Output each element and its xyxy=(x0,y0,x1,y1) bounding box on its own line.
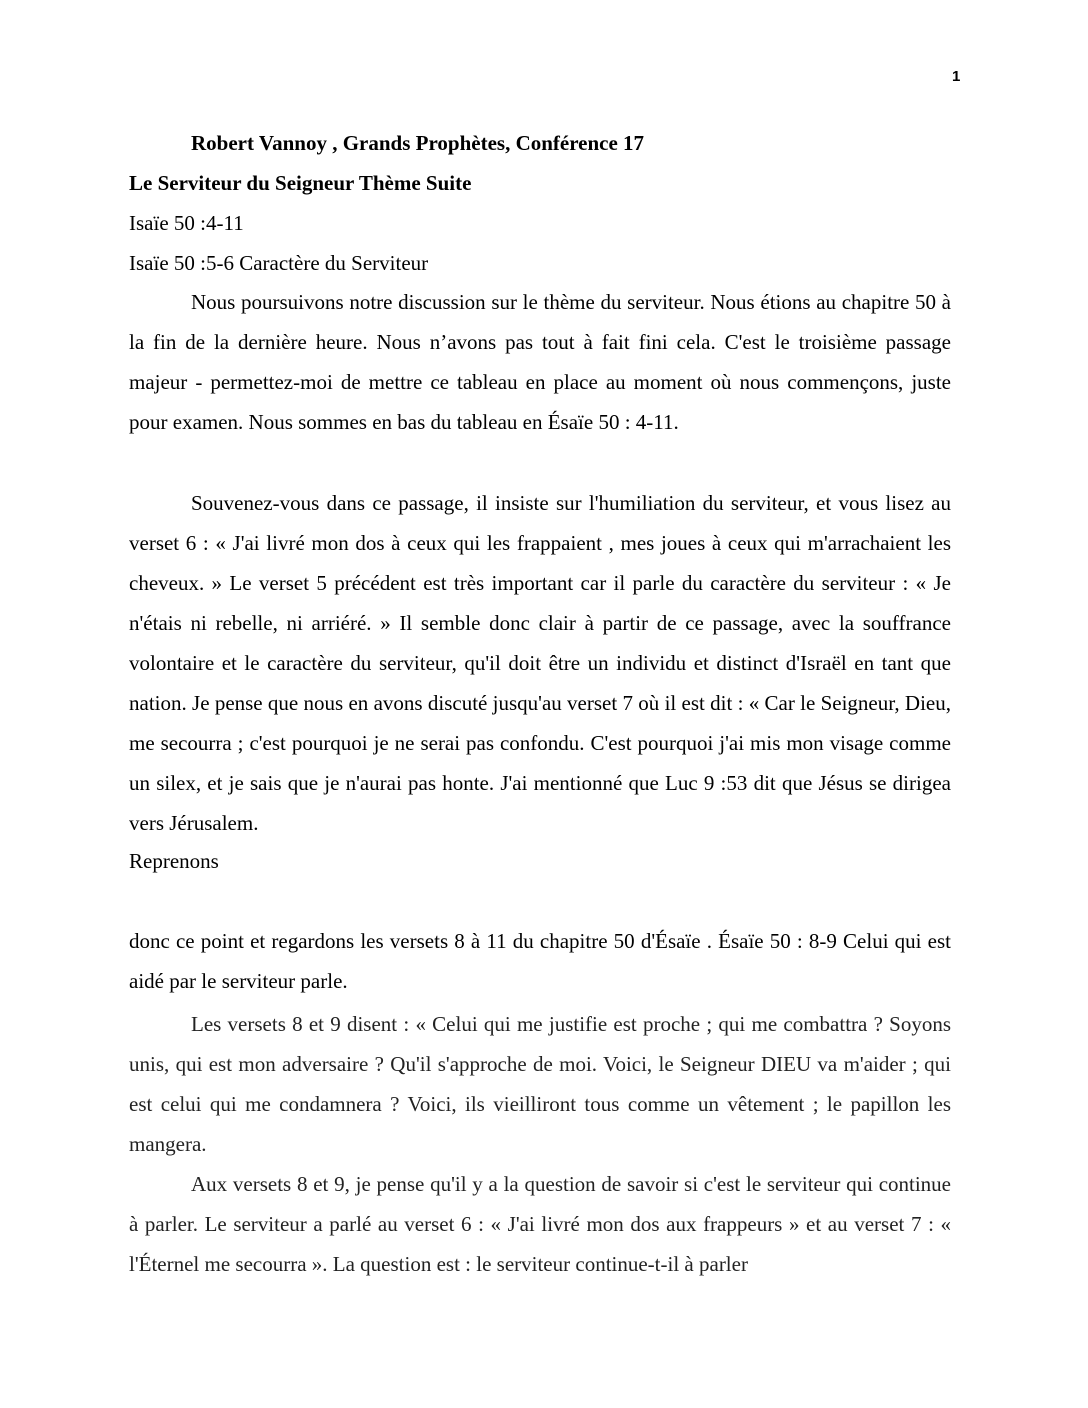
lecture-title: Robert Vannoy , Grands Prophètes, Conférence 17 xyxy=(191,131,645,155)
paragraph-continuation-word: Reprenons xyxy=(129,849,219,873)
section-heading: Le Serviteur du Seigneur Thème Suite xyxy=(129,171,472,195)
paragraph-intro xyxy=(129,282,951,442)
paragraph-intro-text: Nous poursuivons notre discussion sur le thème du serviteur. Nous étions au chapitre 50 à la fin de la dernière heure. Nous n’avons pas tout à fait fini cela. C'est le troisième passage majeur - permettez-moi de mettre ce tableau en place au moment où nous commençons, juste pour examen. Nous sommes en bas du tableau en Ésaïe 50 : 4-11. xyxy=(129,290,951,434)
scripture-reference: Isaïe 50 :4-11 xyxy=(129,211,244,235)
paragraph-quote-verses-8-9 xyxy=(129,1004,951,1164)
paragraph-verses-8-11 xyxy=(129,921,951,1001)
page-number: 1 xyxy=(952,68,961,85)
paragraph-humiliation-text: Souvenez-vous dans ce passage, il insiste sur l'humiliation du serviteur, et vous lisez au verset 6 : « J'ai livré mon dos à ceux qui les frappaient , mes joues à ceux qui m'arrachaient les cheveux. » Le verset 5 précédent est très important car il parle du caractère du serviteur : « Je n'étais ni rebelle, ni arriéré. » Il semble donc clair à partir de ce passage, avec la souffrance volontaire et le caractère du serviteur, qu'il doit être un individu et distinct d'Israël en tant que nation. Je pense que nous en avons discuté jusqu'au verset 7 où il est dit : « Car le Seigneur, Dieu, me secourra ; c'est pourquoi je ne serai pas confondu. C'est pourquoi j'ai mis mon visage comme un silex, et je sais que je n'aurai pas honte. J'ai mentionné que Luc 9 :53 dit que Jésus se dirigea vers Jérusalem. xyxy=(129,491,951,835)
paragraph-question-text: Aux versets 8 et 9, je pense qu'il y a la question de savoir si c'est le serviteur qui continue à parler. Le serviteur a parlé au verset 6 : « J'ai livré mon dos aux frappeurs » et au verset 7 : « l'Éternel me secourra ». La question est : le serviteur continue-t-il à parler xyxy=(129,1172,951,1276)
paragraph-humiliation xyxy=(129,483,951,843)
paragraph-quote-verses-8-9-text: Les versets 8 et 9 disent : « Celui qui me justifie est proche ; qui me combattra ? Soyons unis, qui est mon adversaire ? Qu'il s'approche de moi. Voici, le Seigneur DIEU va m'aider ; qui est celui qui me condamnera ? Voici, ils vieilliront tous comme un vêtement ; le papillon les mangera. xyxy=(129,1012,951,1156)
subsection-heading: Isaïe 50 :5-6 Caractère du Serviteur xyxy=(129,251,429,275)
paragraph-question xyxy=(129,1164,951,1284)
paragraph-verses-8-11-text: donc ce point et regardons les versets 8 à 11 du chapitre 50 d'Ésaïe . Ésaïe 50 : 8-9 Celui qui est aidé par le serviteur parle. xyxy=(129,929,951,993)
